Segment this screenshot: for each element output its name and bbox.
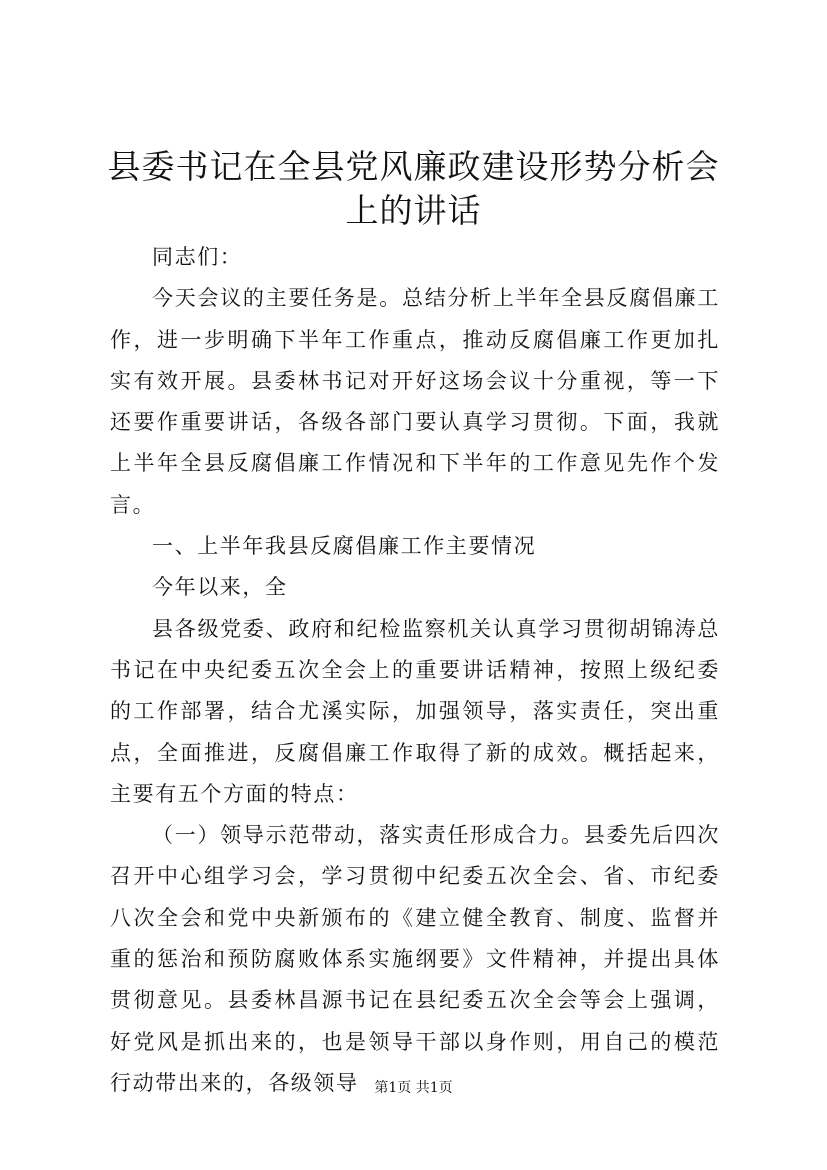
body-paragraph: 县各级党委、政府和纪检监察机关认真学习贯彻胡锦涛总书记在中央纪委五次全会上的重要讲话精神，按照上级纪委的工作部署，结合尤溪实际，加强领导，落实责任，突出重点，全面推进，反腐倡廉工作取得了新的成效。概括起来，主要有五个方面的特点： — [110, 616, 720, 806]
salutation-paragraph: 同志们： — [152, 245, 243, 269]
document-body — [110, 237, 720, 1104]
body-paragraph: 今天会议的主要任务是。总结分析上半年全县反腐倡廉工作，进一步明确下半年工作重点，推动反腐倡廉工作更加扎实有效开展。县委林书记对开好这场会议十分重视，等一下还要作重要讲话，各级各部门要认真学习贯彻。下面，我就上半年全县反腐倡廉工作情况和下半年的工作意见先作个发言。 — [110, 286, 720, 517]
document-title: 县委书记在全县党风廉政建设形势分析会上的讲话 — [107, 147, 720, 230]
body-paragraph: 今年以来，全 — [152, 575, 288, 600]
section-heading: 一、上半年我县反腐倡廉工作主要情况 — [152, 534, 537, 559]
page-footer: 第1页 共1页 — [374, 1080, 453, 1096]
body-paragraph: （一）领导示范带动，落实责任形成合力。县委先后四次召开中心组学习会，学习贯彻中纪委五次全会、省、市纪委八次全会和党中央新颁布的《建立健全教育、制度、监督并重的惩治和预防腐败体系实施纲要》文件精神，并提出具体贯彻意见。县委林昌源书记在县纪委五次全会等会上强调，好党风是抓出来的，也是领导干部以身作则，用自己的模范行动带出来的，各级领导 — [110, 823, 720, 1095]
